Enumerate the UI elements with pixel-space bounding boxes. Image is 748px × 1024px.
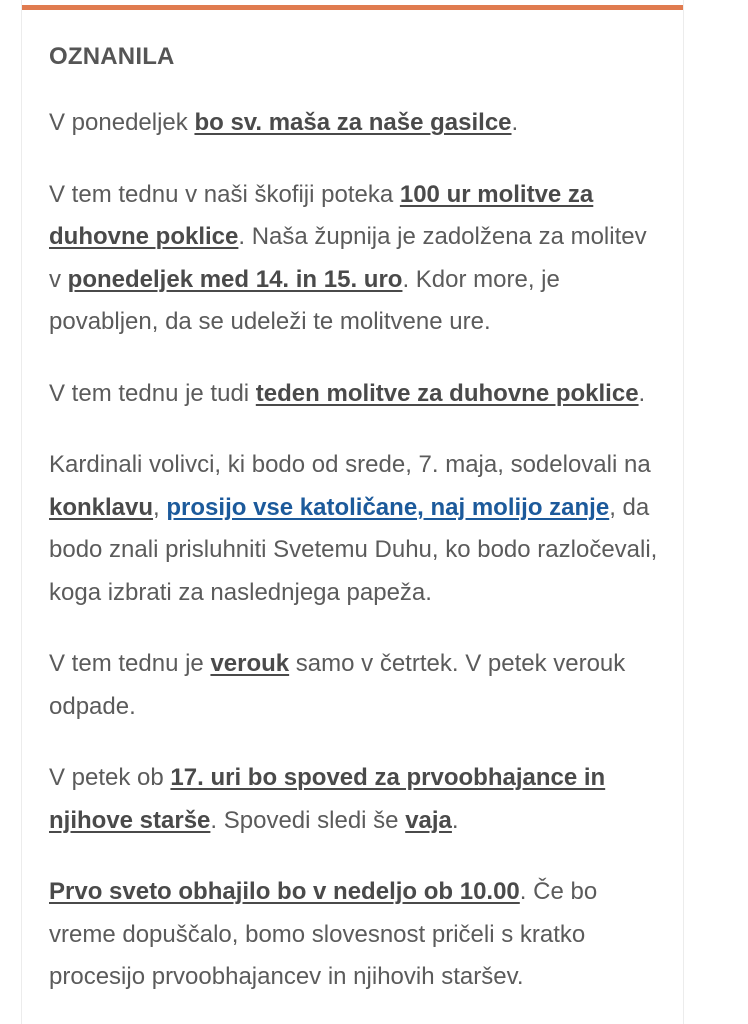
paragraph-text: V tem tednu je tudi [49, 379, 256, 407]
paragraph-text: , [153, 493, 167, 521]
paragraph-text: . Naša župnija je zadolžena za molitev v [49, 223, 647, 293]
emphasis-text: konklavu [49, 493, 154, 521]
emphasis-text: 17. uri bo spoved za prvoobhajance in njihove starše [49, 764, 606, 834]
card-body [49, 40, 664, 1024]
paragraph-text: . [451, 806, 459, 834]
announcement-paragraph [49, 373, 664, 416]
paragraph-text: V petek ob [49, 764, 171, 791]
paragraph-text: . Spovedi sledi še [210, 806, 406, 834]
page-title: OZNANILA [49, 43, 175, 70]
announcement-paragraph [49, 871, 664, 999]
emphasis-text: Prvo sveto obhajilo bo v nedeljo ob 10.00 [49, 878, 520, 905]
announcement-paragraph [49, 444, 664, 614]
emphasis-text: bo sv. maša za naše gasilce [194, 109, 512, 136]
paragraph-text: V tem tednu v naši škofiji poteka [49, 180, 400, 208]
announcements-card [21, 0, 684, 1024]
paragraph-text: , da bodo znali prisluhniti Svetemu Duhu, ko bodo razločevali, koga izbrati za naslednjega papeža. [49, 493, 658, 606]
emphasis-text: 100 ur molitve za duhovne poklice [49, 180, 594, 250]
paragraph-text: V tem tednu je [49, 650, 211, 677]
paragraph-text: samo v četrtek. V petek verouk odpade. [49, 650, 626, 720]
emphasis-text: vaja [405, 806, 452, 834]
emphasis-text: teden molitve za duhovne poklice [255, 379, 639, 407]
announcement-paragraph [49, 643, 664, 728]
announcement-paragraph [49, 102, 664, 145]
emphasis-text: ponedeljek med 14. in 15. uro [67, 265, 403, 293]
announcement-paragraph [49, 757, 664, 842]
announcement-paragraph [49, 174, 664, 344]
paragraph-text: . Kdor more, je povabljen, da se udeleži te molitvene ure. [49, 265, 560, 335]
paragraph-text: V ponedeljek [49, 109, 195, 136]
paragraph-text: . [638, 379, 646, 407]
prayer-request-link[interactable]: prosijo vse katoličane, naj molijo zanje [166, 493, 610, 521]
paragraph-text: . [511, 109, 519, 136]
paragraph-text: . Če bo vreme dopuščalo, bomo slovesnost pričeli s kratko procesijo prvoobhajancev in njihovih staršev. [49, 878, 598, 990]
emphasis-text: verouk [210, 650, 290, 677]
accent-bar [22, 5, 683, 10]
paragraph-text: Kardinali volivci, ki bodo od srede, 7. maja, sodelovali na [49, 451, 651, 478]
